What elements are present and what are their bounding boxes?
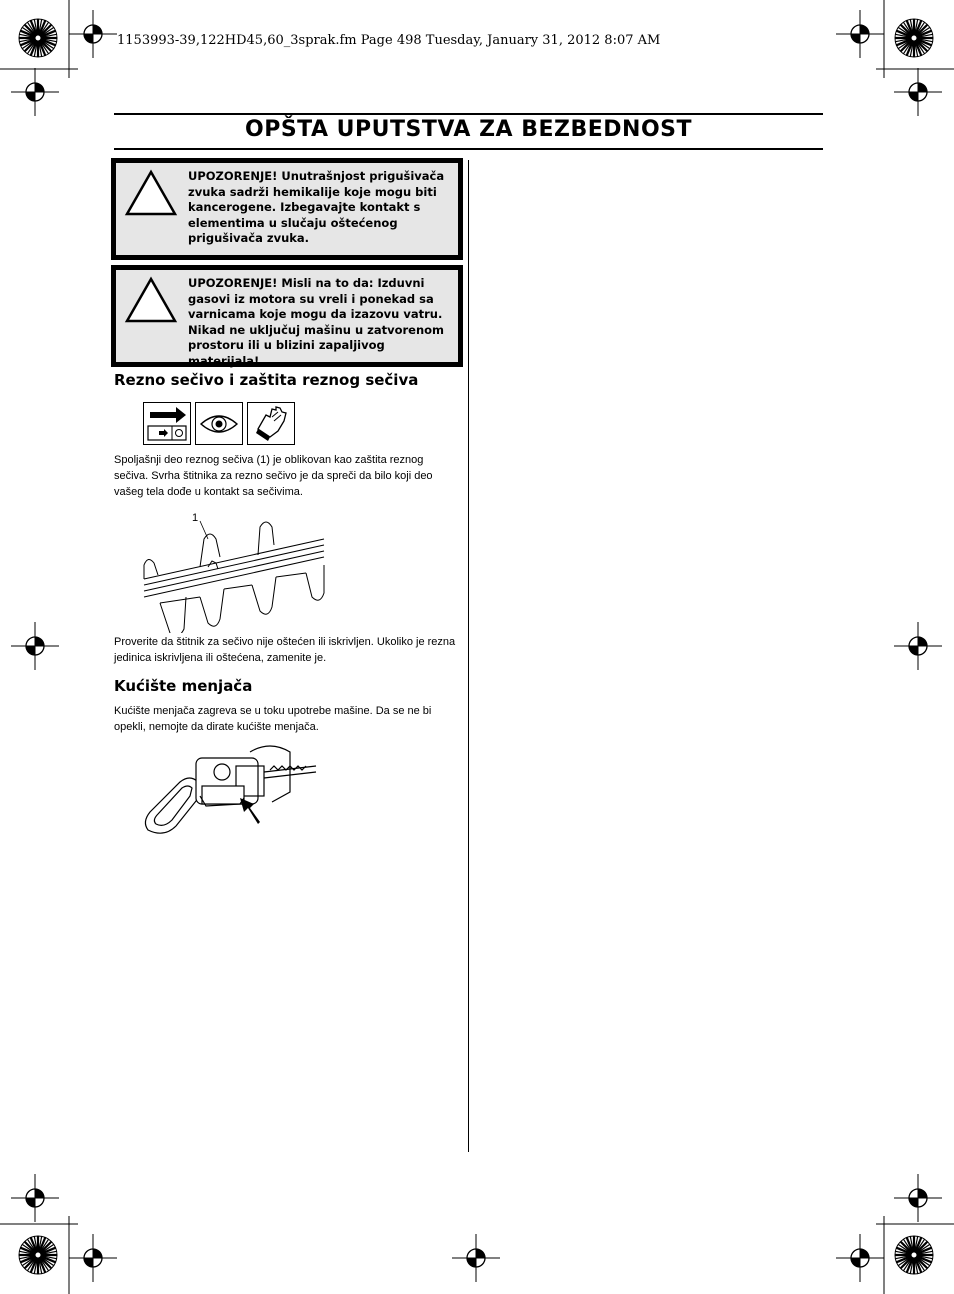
blade-guard-illustration bbox=[140, 505, 330, 633]
warning-box-muffler bbox=[111, 158, 463, 260]
title-top-rule bbox=[114, 113, 823, 115]
warning-triangle-icon bbox=[124, 276, 178, 324]
paragraph-check-guard: Proverite da štitnik za sečivo nije oštećen ili iskrivljen. Ukoliko je rezna jedinica iskrivljena ili oštećena, zamenite je. bbox=[114, 636, 456, 664]
warning-text: UPOZORENJE! Unutrašnjost prigušivača zvuka sadrži hemikalije koje mogu biti kancerogene. Izbegavajte kontakt s elementima u slučaju oštećenog prigušivača zvuka. bbox=[188, 169, 445, 245]
paragraph-gear-housing: Kućište menjača zagreva se u toku upotrebe mašine. Da se ne bi opekli, nemojte da dirate kućište menjača. bbox=[114, 705, 432, 733]
title-bottom-rule bbox=[114, 148, 823, 150]
page-title: OPŠTA UPUTSTVA ZA BEZBEDNOST bbox=[245, 117, 692, 142]
section-heading-blade: Rezno sečivo i zaštita reznog sečiva bbox=[114, 371, 419, 389]
section-heading-gear-housing: Kućište menjača bbox=[114, 677, 253, 695]
warning-text: UPOZORENJE! Misli na to da: Izduvni gasovi iz motora su vreli i ponekad sa varnicama koje mogu da izazovu vatru. Nikad ne uključuj mašinu u zatvorenom prostoru ili u blizini zapaljivog materijala! bbox=[188, 276, 445, 368]
gloves-icon bbox=[247, 402, 295, 445]
warning-triangle-icon bbox=[124, 169, 178, 217]
gear-housing-illustration bbox=[140, 742, 320, 842]
file-header: 1153993-39,122HD45,60_3sprak.fm Page 498 Tuesday, January 31, 2012 8:07 AM bbox=[117, 33, 661, 48]
column-divider bbox=[468, 160, 469, 1152]
read-manual-icon bbox=[143, 402, 191, 445]
eye-protection-icon bbox=[195, 402, 243, 445]
paragraph-blade-guard: Spoljašnji deo reznog sečiva (1) je oblikovan kao zaštita reznog sečiva. Svrha štitnika za rezno sečivo je da spreči da bilo koji deo vašeg tela dođe u kontakt sa sečivima. bbox=[114, 454, 433, 498]
warning-box-exhaust bbox=[111, 265, 463, 367]
figure-callout-label: 1 bbox=[192, 512, 199, 524]
